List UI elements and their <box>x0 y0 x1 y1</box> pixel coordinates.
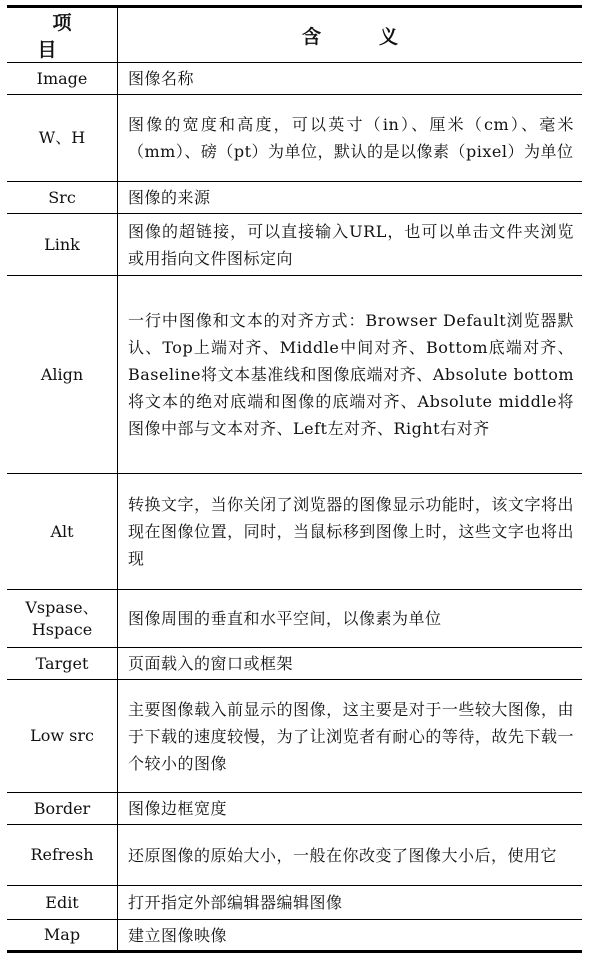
table-row <box>7 95 582 182</box>
table-row <box>7 793 582 825</box>
attribute-table-container <box>7 5 582 953</box>
row-description: 图像名称 <box>118 63 583 95</box>
image-attribute-table <box>7 5 582 953</box>
table-row <box>7 920 582 952</box>
row-description: 主要图像载入前显示的图像，这主要是对于一些较大图像，由于下载的速度较慢，为了让浏览者有耐心的等待，故先下载一个较小的图像 <box>118 680 583 793</box>
row-description: 一行中图像和文本的对齐方式：Browser Default浏览器默认、Top上端对齐、Middle中间对齐、Bottom底端对齐、Baseline将文本基准线和图像底端对齐、Absolute bottom将文本的绝对底端和图像的底端对齐、Absolute middle将图像中部与文本对齐、Left左对齐、Right右对齐 <box>118 276 583 474</box>
row-term: Src <box>7 182 118 214</box>
row-description: 打开指定外部编辑器编辑图像 <box>118 886 583 920</box>
row-term: Edit <box>7 886 118 920</box>
table-row <box>7 214 582 276</box>
table-header-row <box>7 7 582 63</box>
row-description: 图像周围的垂直和水平空间，以像素为单位 <box>118 590 583 648</box>
table-row <box>7 474 582 590</box>
table-row <box>7 648 582 680</box>
row-term: Image <box>7 63 118 95</box>
row-term: Refresh <box>7 825 118 886</box>
row-description: 图像的超链接，可以直接输入URL，也可以单击文件夹浏览或用指向文件图标定向 <box>118 214 583 276</box>
row-term: Border <box>7 793 118 825</box>
header-meaning: 含义 <box>118 7 583 63</box>
table-row <box>7 825 582 886</box>
table-row <box>7 886 582 920</box>
row-term: Alt <box>7 474 118 590</box>
row-term: Low src <box>7 680 118 793</box>
row-term: Align <box>7 276 118 474</box>
table-row <box>7 63 582 95</box>
header-term: 项目 <box>7 7 118 63</box>
row-description: 图像的宽度和高度，可以英寸（in）、厘米（cm）、毫米（mm）、磅（pt）为单位，默认的是以像素（pixel）为单位 <box>118 95 583 182</box>
row-description: 建立图像映像 <box>118 920 583 952</box>
row-term: Link <box>7 214 118 276</box>
row-description: 页面载入的窗口或框架 <box>118 648 583 680</box>
row-term: Vspase、Hspace <box>7 590 118 648</box>
table-row <box>7 276 582 474</box>
table-row <box>7 182 582 214</box>
row-description: 图像的来源 <box>118 182 583 214</box>
table-row <box>7 680 582 793</box>
row-term: W、H <box>7 95 118 182</box>
row-term: Target <box>7 648 118 680</box>
row-description: 还原图像的原始大小，一般在你改变了图像大小后，使用它 <box>118 825 583 886</box>
table-row <box>7 590 582 648</box>
row-term: Map <box>7 920 118 952</box>
row-description: 图像边框宽度 <box>118 793 583 825</box>
row-description: 转换文字，当你关闭了浏览器的图像显示功能时，该文字将出现在图像位置，同时，当鼠标移到图像上时，这些文字也将出现 <box>118 474 583 590</box>
